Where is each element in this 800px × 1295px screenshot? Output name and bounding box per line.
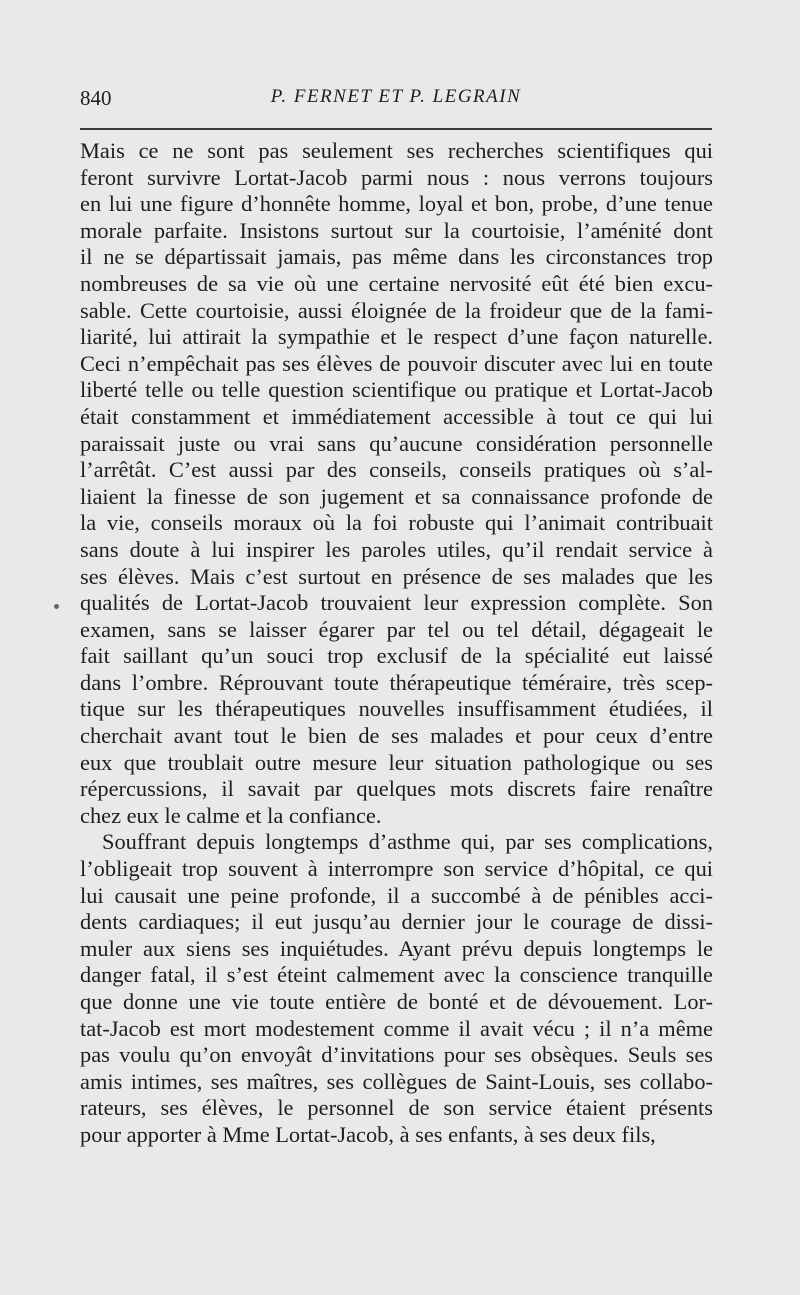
text-line: était constamment et immédiatement accessible à tout ce qui lui — [80, 403, 713, 429]
text-line: sans doute à lui inspirer les paroles utiles, qu’il rendait service à — [80, 536, 713, 562]
text-line: que donne une vie toute entière de bonté et de dévouement. Lor- — [80, 989, 713, 1014]
text-line: fait saillant qu’un souci trop exclusif de la spécialité eut laissé — [80, 643, 713, 669]
text-line: morale parfaite. Insistons surtout sur la courtoisie, l’aménité dont — [80, 217, 713, 243]
text-line: pas voulu qu’on envoyât d’invitations pour ses obsèques. Seuls ses — [80, 1042, 713, 1068]
text-line: qualités de Lortat-Jacob trouvaient leur expression complète. Son — [80, 590, 713, 616]
text-line: liberté telle ou telle question scientifique ou pratique et Lortat-Jacob — [80, 377, 713, 403]
margin-dot — [54, 604, 59, 609]
body-text — [80, 138, 713, 1149]
text-line: rateurs, ses élèves, le personnel de son service étaient présents — [80, 1095, 713, 1121]
text-line: pour apporter à Mme Lortat-Jacob, à ses enfants, à ses deux fils, — [80, 1121, 656, 1147]
text-line: la vie, conseils moraux où la foi robuste qui l’animait contribuait — [80, 510, 713, 536]
page-header — [80, 86, 712, 116]
text-line: examen, sans se laisser égarer par tel ou tel détail, dégageait le — [80, 616, 713, 642]
text-line: chez eux le calme et la confiance. — [80, 802, 382, 828]
text-line: en lui une figure d’honnête homme, loyal et bon, probe, d’une tenue — [80, 191, 713, 217]
text-line: Ceci n’empêchait pas ses élèves de pouvoir discuter avec lui en toute — [80, 350, 713, 376]
header-rule — [80, 128, 712, 130]
paragraph — [80, 138, 713, 829]
text-line: eux que troublait outre mesure leur situation pathologique ou ses — [80, 749, 713, 775]
text-line: dents cardiaques; il eut jusqu’au dernier jour le courage de dissi- — [80, 909, 713, 935]
page-number: 840 — [80, 86, 112, 110]
running-head: P. FERNET ET P. LEGRAIN — [270, 86, 522, 107]
paragraph — [80, 829, 713, 1148]
text-line: dans l’ombre. Réprouvant toute thérapeutique téméraire, très scep- — [80, 669, 713, 695]
text-line: paraissait juste ou vrai sans qu’aucune considération personnelle — [80, 430, 713, 456]
text-line: tat-Jacob est mort modestement comme il avait vécu ; il n’a même — [80, 1015, 713, 1041]
text-line: lui causait une peine profonde, il a succombé à de pénibles acci- — [80, 882, 713, 908]
text-line: feront survivre Lortat-Jacob parmi nous : nous verrons toujours — [80, 164, 713, 190]
text-line: l’obligeait trop souvent à interrompre son service d’hôpital, ce qui — [80, 856, 713, 882]
text-line: l’arrêtât. C’est aussi par des conseils, conseils pratiques où s’al- — [80, 457, 713, 483]
text-line: liaient la finesse de son jugement et sa connaissance profonde de — [80, 483, 713, 509]
text-line: Souffrant depuis longtemps d’asthme qui, par ses complications, — [102, 829, 713, 855]
text-line: amis intimes, ses maîtres, ses collègues de Saint-Louis, ses collabo- — [80, 1068, 713, 1094]
text-line: tique sur les thérapeutiques nouvelles insuffisamment étudiées, il — [80, 696, 713, 722]
text-line: ses élèves. Mais c’est surtout en présence de ses malades que les — [80, 563, 713, 589]
text-line: muler aux siens ses inquiétudes. Ayant prévu depuis longtemps le — [80, 935, 713, 961]
text-line: danger fatal, il s’est éteint calmement avec la conscience tranquille — [80, 962, 713, 988]
text-line: Mais ce ne sont pas seulement ses recherches scientifiques qui — [80, 138, 713, 163]
text-line: il ne se départissait jamais, pas même dans les circonstances trop — [80, 244, 713, 270]
text-line: cherchait avant tout le bien de ses malades et pour ceux d’entre — [80, 723, 713, 749]
text-line: répercussions, il savait par quelques mots discrets faire renaître — [80, 776, 713, 802]
text-line: sable. Cette courtoisie, aussi éloignée de la froideur que de la fami- — [80, 297, 713, 323]
text-line: nombreuses de sa vie où une certaine nervosité eût été bien excu- — [80, 270, 713, 296]
text-line: liarité, lui attirait la sympathie et le respect d’une façon naturelle. — [80, 324, 713, 350]
